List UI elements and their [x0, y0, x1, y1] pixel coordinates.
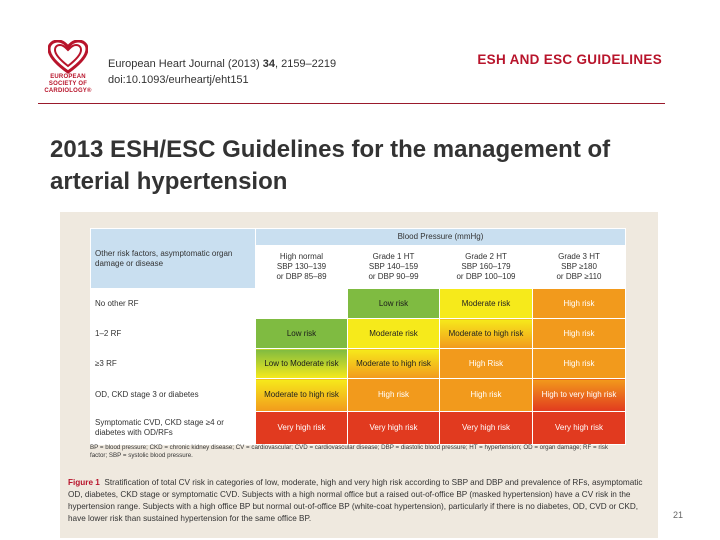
figure-label: Figure 1	[68, 478, 100, 487]
table-row	[91, 289, 626, 319]
risk-cell: Moderate risk	[440, 289, 533, 319]
risk-cell: High risk	[533, 319, 626, 349]
heart-logo-icon	[48, 40, 88, 74]
bp-column-sbp: SBP 160–179	[461, 262, 511, 271]
risk-cell: High risk	[348, 379, 440, 412]
risk-cell: Very high risk	[256, 412, 348, 445]
bp-column-grade: Grade 3 HT	[558, 252, 600, 261]
logo-text-line: EUROPEAN	[50, 74, 86, 80]
risk-cell: Very high risk	[533, 412, 626, 445]
risk-stratification-table	[90, 228, 626, 445]
slide-title: 2013 ESH/ESC Guidelines for the management of arterial hypertension	[50, 136, 611, 195]
bp-column-sbp: SBP 130–139	[276, 262, 327, 271]
risk-factor-label: OD, CKD stage 3 or diabetes	[91, 379, 256, 412]
bp-column-sbp: SBP 140–159	[368, 262, 419, 271]
journal-name: European Heart Journal (2013)	[108, 58, 263, 70]
bp-column-dbp: or DBP 90–99	[368, 272, 419, 281]
guidelines-label: ESH AND ESC GUIDELINES	[477, 52, 662, 67]
esc-logo	[38, 40, 100, 102]
blood-pressure-header: Blood Pressure (mmHg)	[256, 229, 626, 246]
risk-factors-header: Other risk factors, asymptomatic organ damage or disease	[91, 229, 256, 289]
risk-cell: Moderate risk	[348, 319, 440, 349]
risk-factor-label: ≥3 RF	[91, 349, 256, 379]
table-footnote: BP = blood pressure; CKD = chronic kidney disease; CV = cardiovascular; CVD = cardiovascular disease; DBP = diastolic blood pressure; HT = hypertension; OD = organ damage; RF = risk factor; SBP = systolic blood pressure.	[90, 444, 608, 459]
bp-column-header	[348, 246, 440, 289]
risk-cell	[256, 289, 348, 319]
risk-table-container	[90, 228, 625, 445]
bp-column-header	[256, 246, 348, 289]
bp-column-sbp: SBP ≥180	[561, 262, 597, 271]
figure-caption	[68, 477, 653, 525]
risk-table-body	[91, 289, 626, 445]
risk-cell: Moderate to high risk	[348, 349, 440, 379]
risk-cell: High risk	[533, 349, 626, 379]
table-header-row	[91, 229, 626, 246]
table-row	[91, 412, 626, 445]
bp-column-grade: High normal	[279, 252, 324, 261]
journal-citation	[108, 56, 336, 88]
risk-cell: Very high risk	[348, 412, 440, 445]
risk-cell: Moderate to high risk	[440, 319, 533, 349]
logo-text	[38, 74, 98, 95]
logo-text-line: CARDIOLOGY®	[44, 88, 92, 94]
risk-cell: High risk	[533, 289, 626, 319]
journal-doi: doi:10.1093/eurheartj/eht151	[108, 74, 249, 86]
figure-caption-text: Stratification of total CV risk in categories of low, moderate, high and very high risk according to SBP and DBP and prevalence of RFs, asymptomatic OD, diabetes, CKD stage or symptomatic CVD. Subjects with a high normal office but a raised out-of-office BP (masked hypertension) have a CV risk in the hypertension range. Subjects with a high office BP but normal out-of-office BP (white-coat hypertension), particularly if there is no diabetes, OD, CVD or CKD, have lower risk than sustained hypertension for the same office BP.	[68, 478, 643, 523]
bp-column-grade: Grade 2 HT	[465, 252, 507, 261]
bp-column-dbp: or DBP ≥110	[556, 272, 602, 281]
risk-cell: High Risk	[440, 349, 533, 379]
table-row	[91, 319, 626, 349]
journal-pages: , 2159–2219	[274, 58, 337, 70]
risk-cell: Very high risk	[440, 412, 533, 445]
bp-column-dbp: or DBP 85–89	[276, 272, 327, 281]
risk-cell: Low to Moderate risk	[256, 349, 348, 379]
risk-cell: Low risk	[256, 319, 348, 349]
risk-cell: High risk	[440, 379, 533, 412]
table-row	[91, 379, 626, 412]
header-divider	[38, 103, 665, 104]
risk-cell: Low risk	[348, 289, 440, 319]
journal-volume: 34	[262, 58, 275, 70]
bp-column-header	[440, 246, 533, 289]
page-number: 21	[672, 510, 683, 520]
logo-text-line: SOCIETY OF	[48, 81, 88, 87]
bp-column-grade: Grade 1 HT	[372, 252, 415, 261]
table-row	[91, 349, 626, 379]
risk-factor-label: Symptomatic CVD, CKD stage ≥4 or diabetes with OD/RFs	[91, 412, 256, 445]
risk-cell: High to very high risk	[533, 379, 626, 412]
risk-factor-label: 1–2 RF	[91, 319, 256, 349]
risk-cell: Moderate to high risk	[256, 379, 348, 412]
risk-factor-label: No other RF	[91, 289, 256, 319]
bp-column-header	[533, 246, 626, 289]
bp-column-dbp: or DBP 100–109	[456, 272, 516, 281]
